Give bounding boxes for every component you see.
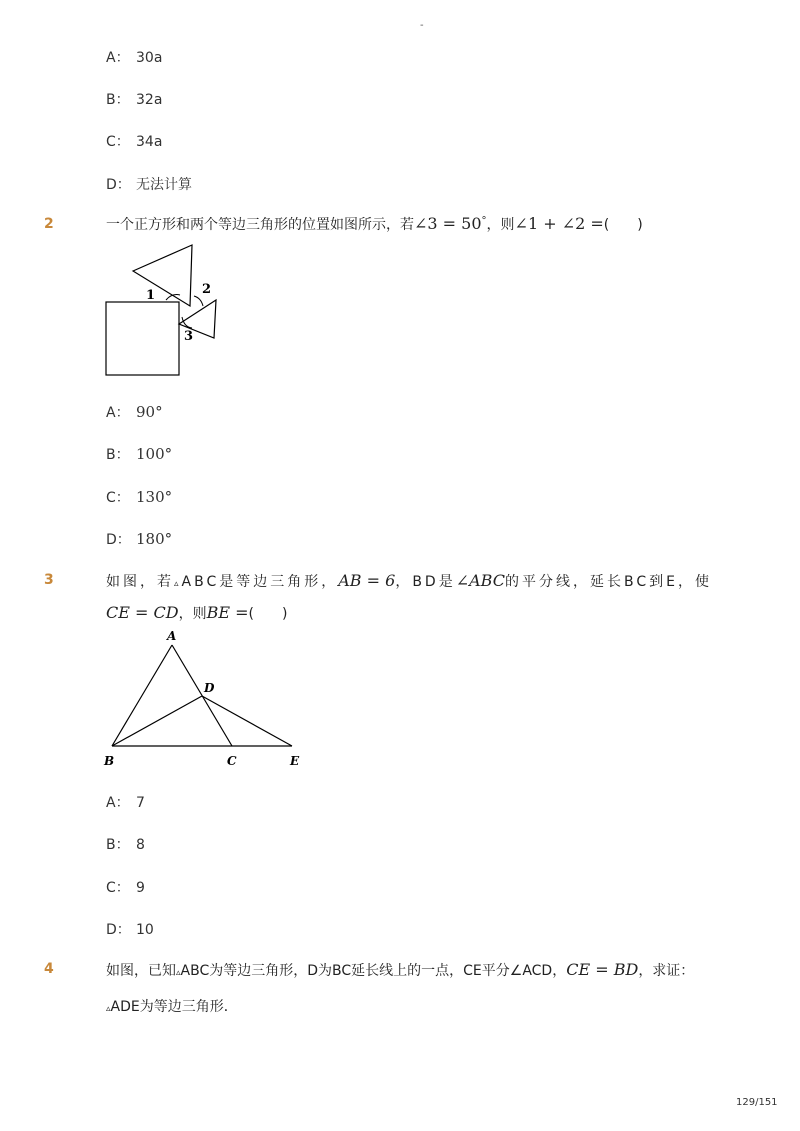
q2-text-b: ，则 [486, 217, 515, 233]
question-number: 2 [44, 216, 54, 232]
page-number: 129/151 [736, 1097, 778, 1108]
q3-t2: ABC是等边三角形， [181, 574, 339, 590]
segment-bd [112, 696, 202, 746]
square [106, 302, 179, 375]
q2-degree: ° [481, 215, 487, 227]
q4-ce-bd: CE = BD [566, 960, 639, 979]
option-value: 34a [136, 134, 163, 150]
q2-text-a: 一个正方形和两个等边三角形的位置如图所示，若 [106, 217, 414, 233]
question-number: 3 [44, 572, 54, 588]
q3-ab: AB = 6 [338, 571, 396, 590]
q4-t2: ABC为等边三角形，D为BC延长线上的一点，CE平分∠ACD， [180, 963, 567, 979]
segment-ab [112, 645, 172, 746]
option-label: C： [106, 880, 130, 896]
option-value: 100° [136, 445, 173, 463]
angle-label-1: 1 [146, 288, 156, 303]
option-value: 10 [136, 922, 154, 938]
q3-stem-line2 [106, 603, 287, 623]
point-label-a: A [167, 629, 177, 643]
option-label: D： [106, 922, 131, 938]
option-label: A： [106, 405, 130, 421]
upper-triangle [133, 245, 192, 306]
option-label: C： [106, 490, 130, 506]
point-label-e: E [290, 754, 300, 768]
q3-t4: 的平分线，延长BC到E，使 [504, 574, 712, 590]
q2-stem [106, 214, 643, 234]
option-value: 8 [136, 837, 145, 853]
q4-t4: ADE为等边三角形． [110, 999, 238, 1015]
point-label-c: C [227, 754, 237, 768]
q1-option-b[interactable] [106, 89, 162, 109]
point-label-d: D [204, 681, 215, 695]
triangle-symbol: ▵ [106, 1004, 111, 1014]
page-header-mark: - [420, 20, 424, 31]
point-label-b: B [104, 754, 115, 768]
segment-ac [172, 645, 232, 746]
option-label: A： [106, 50, 130, 66]
q2-angle3: ∠3 = 50 [414, 214, 482, 233]
option-value: 90° [136, 403, 163, 421]
triangle-symbol: ▵ [176, 968, 181, 978]
angle-label-3: 3 [184, 329, 194, 344]
q4-t1: 如图，已知 [106, 963, 176, 979]
q3-option-d[interactable] [106, 919, 154, 939]
q1-option-d[interactable] [106, 174, 192, 194]
option-value: 30a [136, 50, 163, 66]
option-value: 7 [136, 795, 145, 811]
option-label: D： [106, 532, 131, 548]
option-value: 180° [136, 530, 173, 548]
q3-angle-abc: ∠ABC [455, 571, 505, 590]
q2-option-a[interactable] [106, 402, 163, 422]
option-value: 9 [136, 880, 145, 896]
q3-figure [100, 626, 310, 772]
option-label: A： [106, 795, 130, 811]
q3-option-b[interactable] [106, 834, 145, 854]
q3-option-a[interactable] [106, 792, 145, 812]
q4-stem-line2 [106, 996, 238, 1016]
q2-option-b[interactable] [106, 444, 172, 464]
q4-t3: ，求证： [638, 963, 695, 979]
segment-de [202, 696, 292, 746]
q2-text-c: ( ) [603, 217, 643, 233]
q3-t6: ( ) [248, 606, 288, 622]
q1-option-c[interactable] [106, 131, 162, 151]
q3-t1: 如图，若 [106, 574, 174, 590]
q2-figure [100, 238, 230, 380]
option-label: B： [106, 837, 130, 853]
q3-stem-line1 [106, 571, 712, 591]
q3-t3: ，BD是 [395, 574, 456, 590]
triangle-symbol: ▵ [174, 579, 182, 589]
q1-option-a[interactable] [106, 47, 162, 67]
question-number: 4 [44, 961, 54, 977]
q2-option-d[interactable] [106, 529, 172, 549]
q3-be: BE = [206, 603, 249, 622]
option-value: 130° [136, 488, 173, 506]
option-label: B： [106, 92, 130, 108]
option-value: 32a [136, 92, 163, 108]
angle-label-2: 2 [202, 282, 212, 297]
option-label: D： [106, 177, 131, 193]
option-value: 无法计算 [136, 177, 192, 193]
q2-expr: ∠1 + ∠2 = [514, 214, 604, 233]
option-label: C： [106, 134, 130, 150]
q3-option-c[interactable] [106, 877, 145, 897]
q3-ce-cd: CE = CD [106, 603, 179, 622]
option-label: B： [106, 447, 130, 463]
q2-option-c[interactable] [106, 487, 172, 507]
angle-2-arc [194, 296, 203, 306]
q3-t5: ，则 [178, 606, 207, 622]
q4-stem-line1 [106, 960, 694, 980]
